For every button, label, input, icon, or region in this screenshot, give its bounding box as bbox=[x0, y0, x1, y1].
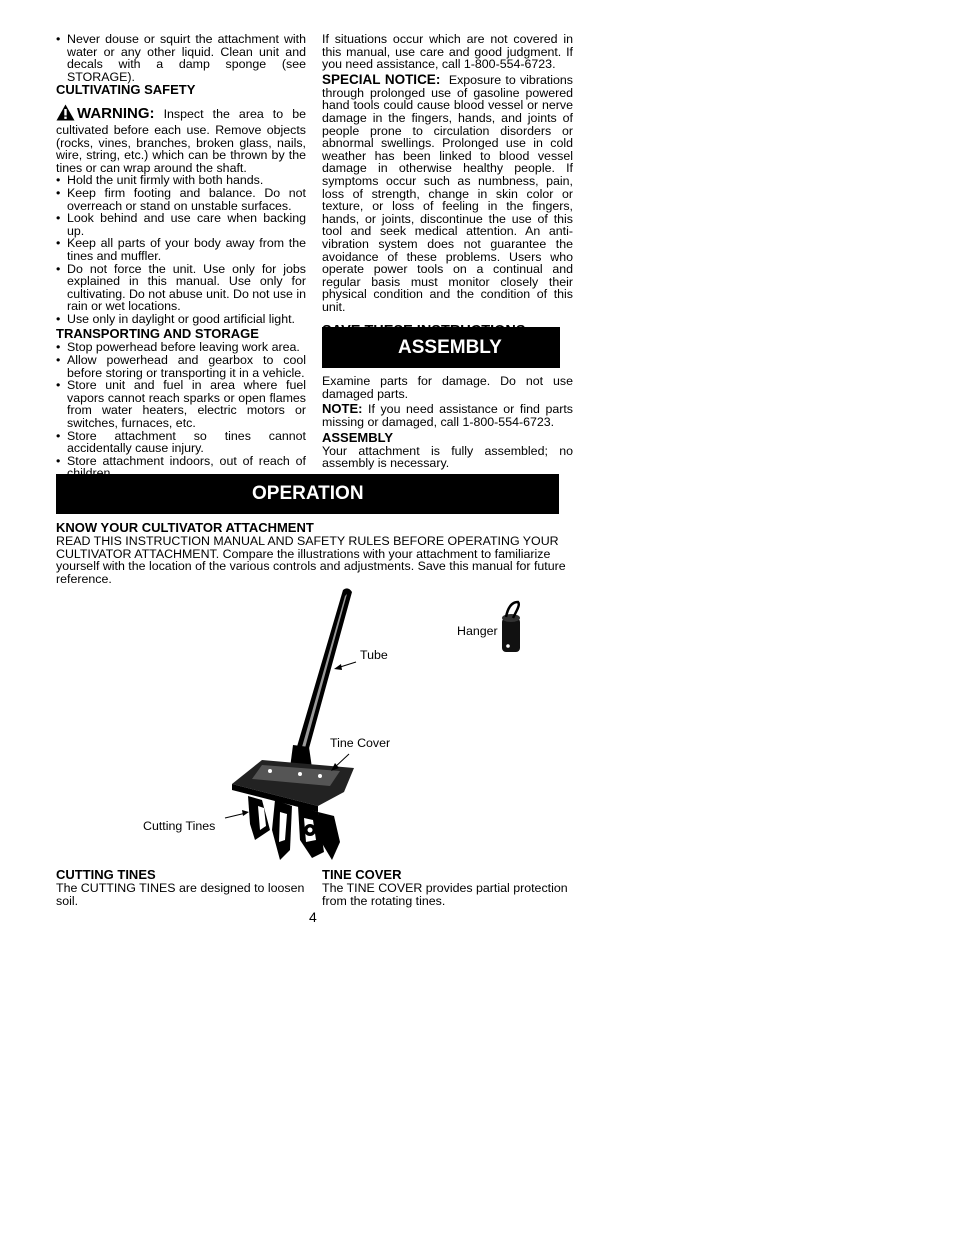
tine-cover-heading: TINE COVER bbox=[322, 867, 402, 882]
page-number: 4 bbox=[309, 909, 317, 925]
list-item: • Use only in daylight or good artificial light. bbox=[56, 313, 306, 326]
list-item: • Allow powerhead and gearbox to cool before storing or transporting it in a vehicle. bbox=[56, 354, 306, 379]
list-item: • Look behind and use care when backing up. bbox=[56, 212, 306, 237]
list-item: • Keep firm footing and balance. Do not overreach or stand on unstable surfaces. bbox=[56, 187, 306, 212]
cultivating-safety-heading: CULTIVATING SAFETY bbox=[56, 82, 196, 98]
intro-paragraph: If situations occur which are not covered in this manual, use care and good judgment. If you need assistance, call 1-800-554-6723. bbox=[322, 32, 573, 72]
special-notice-text: Exposure to vibrations through prolonged use of gasoline powered hand tools could cause blood vessel or nerve damage in the fingers, hands, and joints of people prone to circulation disorders or abnormal swellings. Prolonged use in cold weather has been linked to blood vessel damage in otherwise healthy people. If symptoms occur such as numbness, pain, loss of strength, change in skin color or texture, or loss of feeling in the fingers, hands, or joints, discontinue the use of this tool and seek medical attention. An anti-vibration system does not guarantee the avoidance of these problems. Users who operate power tools on a continual and regular basis must monitor closely their physical condition and the condition of this unit. bbox=[322, 72, 574, 314]
note-text: If you need assistance or find parts missing or damaged, call 1-800-554-6723. bbox=[322, 402, 573, 430]
label-cutting-tines: Cutting Tines bbox=[143, 819, 216, 833]
cutting-tines-heading: CUTTING TINES bbox=[56, 867, 156, 882]
know-heading: KNOW YOUR CULTIVATOR ATTACHMENT bbox=[56, 520, 314, 535]
list-item: • Hold the unit firmly with both hands. bbox=[56, 174, 306, 187]
list-item: • Do not force the unit. Use only for jobs explained in this manual. Use only for cultivating. Do not abuse unit. Do not use in rain or wet locations. bbox=[56, 263, 306, 313]
assembly-banner: ASSEMBLY bbox=[322, 327, 560, 368]
operation-banner: OPERATION bbox=[56, 474, 559, 514]
list-item: • Never douse or squirt the attachment with water or any other liquid. Clean unit and decals with a damp sponge (see STORAGE). bbox=[56, 33, 306, 83]
assembly-subheading: ASSEMBLY bbox=[322, 429, 394, 445]
tine-cover-section bbox=[322, 868, 574, 907]
list-item: • Store unit and fuel in area where fuel vapors cannot reach sparks or open flames from water heaters, electric motors or switches, furnaces, etc. bbox=[56, 379, 306, 429]
warning-label: WARNING: bbox=[77, 105, 155, 123]
transporting-storage-heading: TRANSPORTING AND STORAGE bbox=[56, 326, 259, 342]
special-notice-label: SPECIAL NOTICE: bbox=[322, 71, 441, 87]
list-item: • Stop powerhead before leaving work area. bbox=[56, 341, 306, 354]
list-item: • Store attachment so tines cannot accidentally cause injury. bbox=[56, 430, 306, 455]
list-item: • Store attachment indoors, out of reach of bbox=[56, 455, 306, 480]
examine-paragraph: Examine parts for damage. Do not use damaged parts. bbox=[322, 374, 573, 401]
label-tube: Tube bbox=[360, 648, 388, 662]
warning-text: Inspect the area to be cultivated before each use. Remove objects (rocks, vines, branches, broken glass, nails, wire, string, etc.) which can be thrown by the tines or can wrap around the shaft. bbox=[56, 107, 307, 175]
cutting-tines-text: The CUTTING TINES are designed to loosen soil. bbox=[56, 881, 305, 908]
label-tine-cover: Tine Cover bbox=[330, 736, 391, 750]
cutting-tines-section bbox=[56, 868, 308, 907]
assembly-text: Your attachment is fully assembled; no assembly is necessary. bbox=[322, 443, 573, 471]
list-item: • Keep all parts of your body away from the tines and muffler. bbox=[56, 237, 306, 262]
tine-cover-text: The TINE COVER provides partial protection from the rotating tines. bbox=[322, 881, 568, 908]
label-hanger: Hanger bbox=[457, 624, 498, 638]
know-text: READ THIS INSTRUCTION MANUAL AND SAFETY RULES BEFORE OPERATING YOUR CULTIVATOR ATTACHMENT. Compare the illustrations with your attachment to familiarize yourself with the location of the various controls and adjustments. Save this manual for future reference. bbox=[56, 534, 566, 586]
note-label: NOTE: bbox=[322, 401, 363, 417]
